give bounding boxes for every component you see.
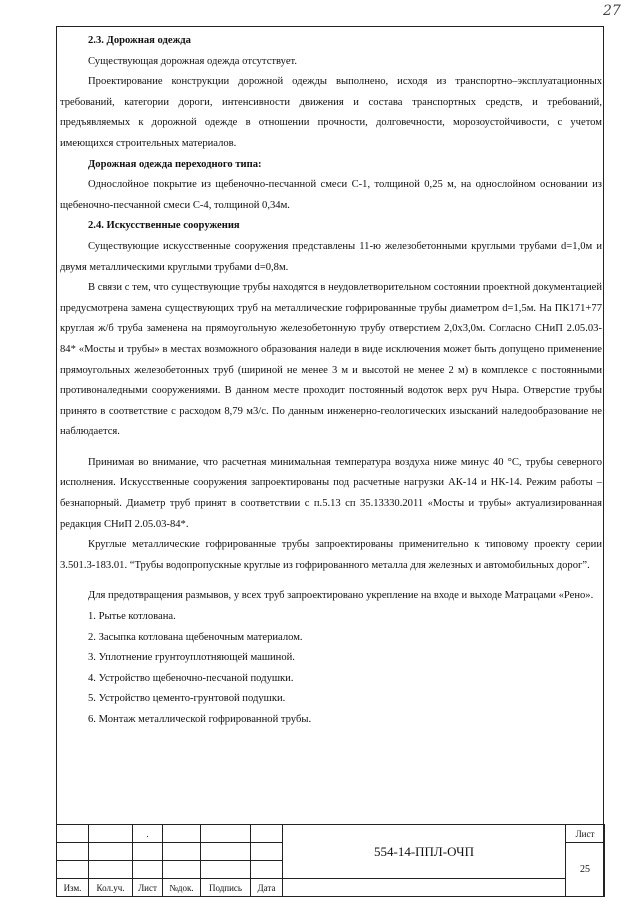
stamp-cell — [57, 825, 89, 843]
handwritten-page-number: 27 — [603, 3, 621, 19]
section-title-structures: 2.4. Искусственные сооружения — [88, 220, 240, 232]
list-item: 3. Уплотнение грунтоуплотняющей машиной. — [88, 652, 295, 664]
paragraph: Существующие искусственные сооружения представлены 11-ю железобетонными круглыми трубами d=1,0м и двумя металлическими круглыми трубами d=0,8м. — [60, 240, 602, 273]
document-body — [60, 31, 602, 731]
list-item: 5. Устройство цементо-грунтовой подушки. — [88, 693, 286, 705]
stamp-cell — [133, 861, 163, 879]
stamp-cell — [201, 861, 251, 879]
col-izm: Изм. — [57, 879, 89, 897]
paragraph: Для предотвращения размывов, у всех труб запроектировано укрепление на входе и выходе Матрацами «Рено». — [88, 590, 594, 602]
list-item: 6. Монтаж металлической гофрированной трубы. — [88, 714, 312, 725]
stamp-cell — [163, 843, 201, 861]
paragraph: Принимая во внимание, что расчетная минимальная температура воздуха ниже минус 40 °С, трубы северного исполнения. Искусственные сооружения запроектированы под расчетные нагрузки АК-14 и НК-14. Режим работы – безнапорный. Диаметр труб принят в соответствии с п.5.13 сп 35.13330.2011 «Мосты и трубы» актуализированная редакция СНиП 2.05.03-84*. — [60, 456, 602, 530]
stamp-cell — [163, 861, 201, 879]
stamp-cell — [133, 843, 163, 861]
col-ndok: №док. — [163, 879, 201, 897]
document-code: 554-14-ППЛ-ОЧП — [283, 825, 566, 879]
stamp-cell — [201, 825, 251, 843]
list-item: 1. Рытье котлована. — [88, 611, 176, 623]
section-title-road-pavement: 2.3. Дорожная одежда — [88, 35, 191, 46]
list-item: 4. Устройство щебеночно-песчаной подушки. — [88, 672, 294, 684]
col-kol-uch: Кол.уч. — [89, 879, 133, 897]
stamp-cell — [89, 825, 133, 843]
col-list: Лист — [133, 879, 163, 897]
subsection-title: Дорожная одежда переходного типа: — [88, 158, 262, 170]
stamp-cell — [201, 843, 251, 861]
col-data: Дата — [251, 879, 283, 897]
stamp-cell — [57, 861, 89, 879]
stamp-cell — [251, 861, 283, 879]
stamp-cell — [163, 825, 201, 843]
title-block — [56, 824, 605, 897]
stamp-cell — [89, 843, 133, 861]
paragraph: В связи с тем, что существующие трубы находятся в неудовлетворительном состоянии проектной документацией предусмотрена замена существующих труб на металлические гофрированные трубы диаметром d=1,5м. На ПК171+77 круглая ж/б труба заменена на прямоугольную железобетонную трубу отверстием 2,0х3,0м. Согласно СНиП 2.05.03-84* «Мосты и трубы» в местах возможного образования наледи в виде исключения может быть допущено применение прямоугольных железобетонных труб (шириной не менее 3 м и высотой не менее 2 м) в комплексе с постоянными противоналедными сооружениями. В данном месте проходит постоянный водоток верх руч Ныра. Отверстие трубы принято в соответствие с расходом 8,79 м3/с. По данным инженерно-геологических изысканий наледообразование не наблюдается. — [60, 282, 602, 438]
sheet-label: Лист — [566, 825, 605, 843]
paragraph: Проектирование конструкции дорожной одежды выполнено, исходя из транспортно–эксплуатационных требований, категории дороги, интенсивности движения и состава транспортных средств, и требований, предъявляемых к дорожной одежде в отношении прочности, долговечности, морозоустойчивости, с учетом имеющихся строительных материалов. — [60, 76, 602, 149]
paragraph: Круглые металлические гофрированные трубы запроектированы применительно к типовому проекту серии 3.501.3-183.01. “Трубы водопропускные круглые из гофрированного металла для железных и автомобильных дорог”. — [60, 539, 602, 571]
stamp-cell — [57, 843, 89, 861]
stamp-cell — [89, 861, 133, 879]
sheet-number: 25 — [566, 843, 605, 897]
stamp-cell-dot: . — [133, 825, 163, 843]
paragraph: Существующая дорожная одежда отсутствует. — [88, 55, 298, 67]
stamp-cell — [251, 843, 283, 861]
stamp-cell — [251, 825, 283, 843]
list-item: 2. Засыпка котлована щебеночным материалом. — [88, 631, 303, 643]
col-podpis: Подпись — [201, 879, 251, 897]
stamp-cell — [283, 879, 566, 897]
paragraph: Однослойное покрытие из щебеночно-песчанной смеси С-1, толщиной 0,25 м, на однослойном основании из щебеночно-песчанной смеси С-4, толщиной 0,34м. — [60, 179, 602, 211]
